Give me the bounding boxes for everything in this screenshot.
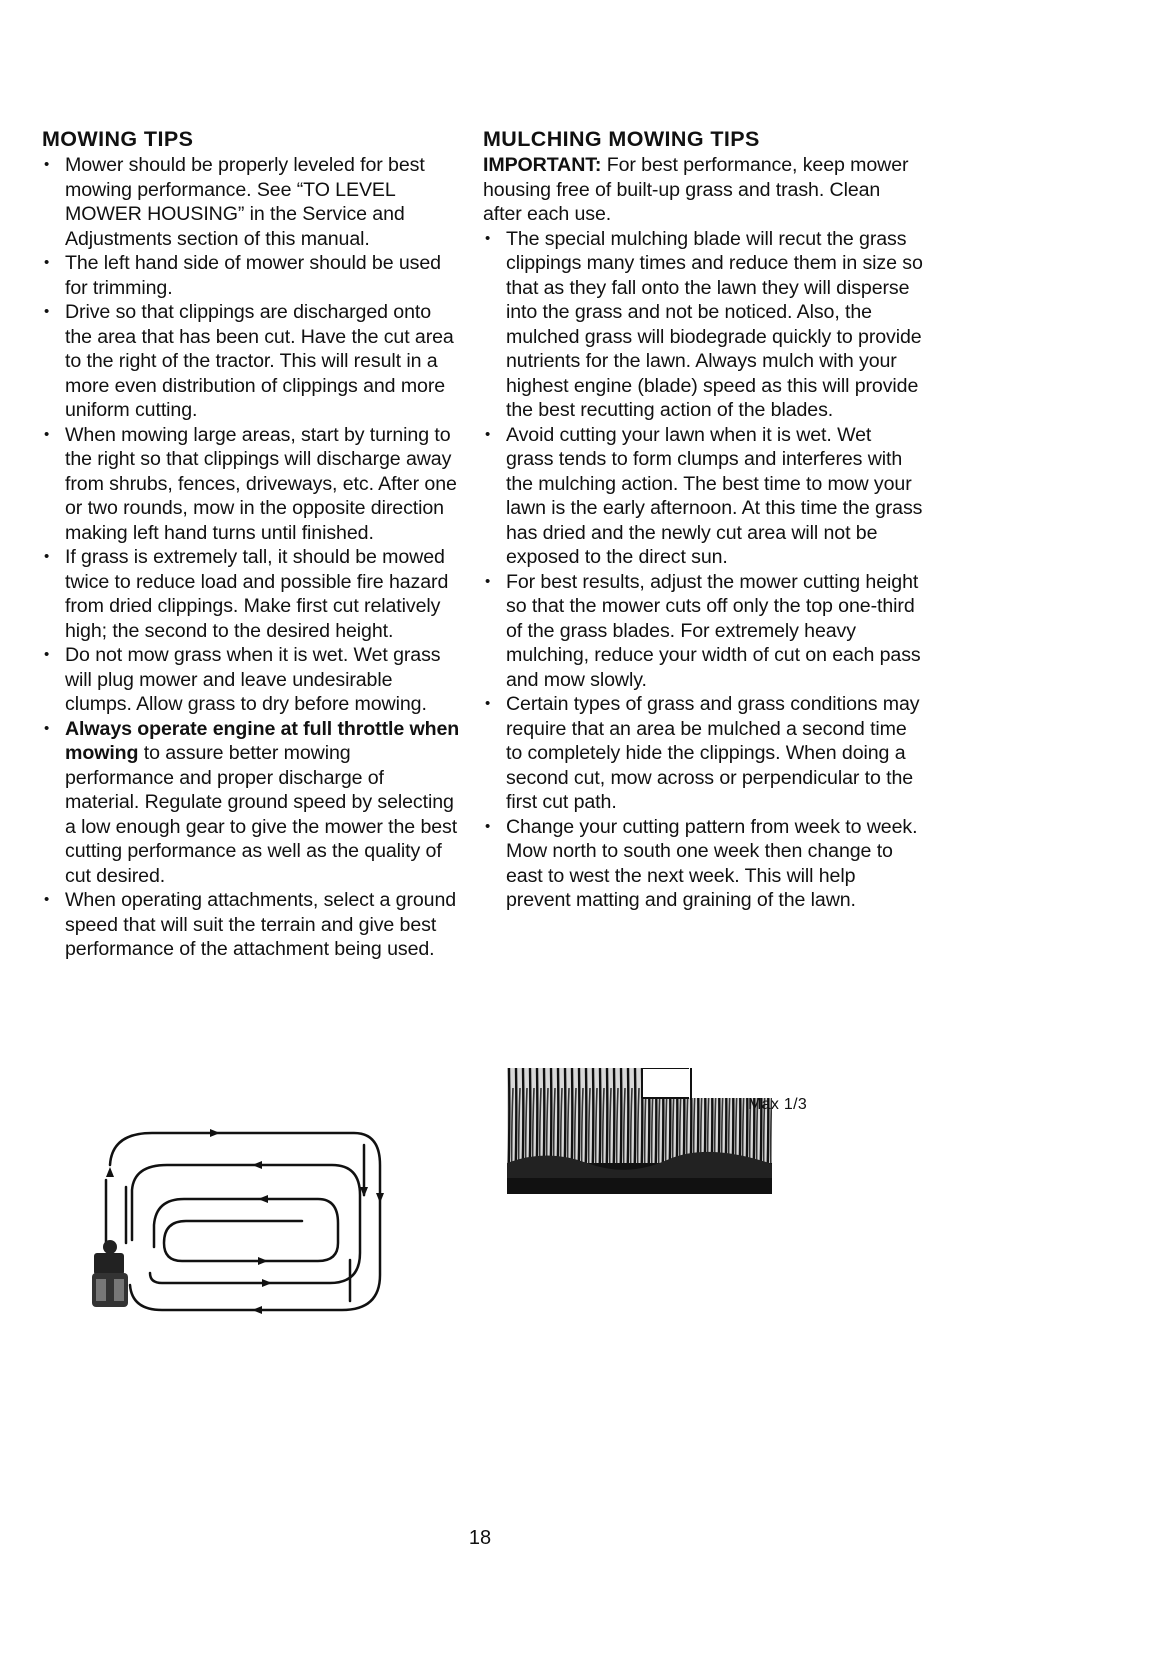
list-item: • The left hand side of mower should be used for trimming.: [42, 251, 462, 300]
inner-path: [154, 1199, 338, 1261]
list-item: • For best results, adjust the mower cutting height so that the mower cuts off only the top one-third of the grass blades. For extremely heavy mulching, reduce your width of cut on each pass and mow slowly.: [483, 570, 923, 693]
arrow-icon: [210, 1129, 220, 1137]
second-path: [132, 1165, 360, 1283]
mowing-pattern-diagram: [92, 1125, 402, 1320]
mowing-tips-list: [42, 153, 462, 962]
arrow-icon: [252, 1306, 262, 1314]
list-item: • The special mulching blade will recut the grass clippings many times and reduce them in size so that as they fall onto the lawn they will disperse into the grass and not be noticed. Also, the mulched grass will biodegrade quickly to provide nutrients for the lawn. Always mulch with your highest engine (blade) speed as this will provide the best recutting action of the blades.: [483, 227, 923, 423]
full-throttle-warning: Always operate engine at full throttle when mowing: [65, 717, 460, 764]
important-note: IMPORTANT: For best performance, keep mower housing free of built-up grass and trash. Clean after each use.: [483, 154, 909, 225]
max-one-third-label: Max 1/3: [748, 1096, 808, 1113]
arrow-icon: [106, 1167, 114, 1177]
list-item: • When operating attachments, select a ground speed that will suit the terrain and give best performance of the attachment being used.: [42, 888, 462, 962]
list-item: • Drive so that clippings are discharged onto the area that has been cut. Have the cut area to the right of the tractor. This will result in a more even distribution of clippings and more uniform cutting.: [42, 300, 462, 423]
list-item: • Certain types of grass and grass conditions may require that an area be mulched a second time to completely hide the clippings. When doing a second cut, mow across or perpendicular to the first cut path.: [483, 692, 923, 815]
arrow-icon: [262, 1279, 272, 1287]
important-label: IMPORTANT:: [483, 154, 602, 176]
mowing-tips-column: [42, 126, 462, 962]
arrow-icon: [258, 1257, 268, 1265]
tractor-icon: [92, 1240, 128, 1307]
list-item: • Change your cutting pattern from week to week. Mow north to south one week then change to east to west the next week. This will help prevent matting and graining of the lawn.: [483, 815, 923, 913]
list-item: • If grass is extremely tall, it should be mowed twice to reduce load and possible fire hazard from dried clippings. Make first cut relatively high; the second to the desired height.: [42, 545, 462, 643]
arrow-icon: [376, 1193, 384, 1203]
grass-height-figure: [507, 1068, 777, 1194]
list-item: • Always operate engine at full throttle when mowing to assure better mowing performance and proper discharge of material. Regulate ground speed by selecting a low enough gear to give the mower the best cutting performance as well as the quality of cut desired.: [42, 717, 462, 889]
list-item: • Do not mow grass when it is wet. Wet grass will plug mower and leave undesirable clumps. Allow grass to dry before mowing.: [42, 643, 462, 717]
page-number: 18: [468, 1527, 492, 1549]
mulching-tips-list: [483, 227, 923, 913]
list-item: • Mower should be properly leveled for best mowing performance. See “TO LEVEL MOWER HOUSING” in the Service and Adjustments section of this manual.: [42, 153, 462, 251]
mulching-tips-column: [483, 126, 923, 913]
list-item: • When mowing large areas, start by turning to the right so that clippings will discharge away from shrubs, fences, driveways, etc. After one or two rounds, mow in the opposite direction making left hand turns until finished.: [42, 423, 462, 546]
arrow-icon: [252, 1161, 262, 1169]
arrow-icon: [258, 1195, 268, 1203]
list-item: • Avoid cutting your lawn when it is wet. Wet grass tends to form clumps and interferes with the mulching action. The best time to mow your lawn is the early afternoon. At this time the grass has dried and the newly cut area will not be exposed to the direct sun.: [483, 423, 923, 570]
mulching-tips-heading: MULCHING MOWING TIPS: [483, 127, 760, 151]
mowing-tips-heading: MOWING TIPS: [42, 127, 194, 151]
